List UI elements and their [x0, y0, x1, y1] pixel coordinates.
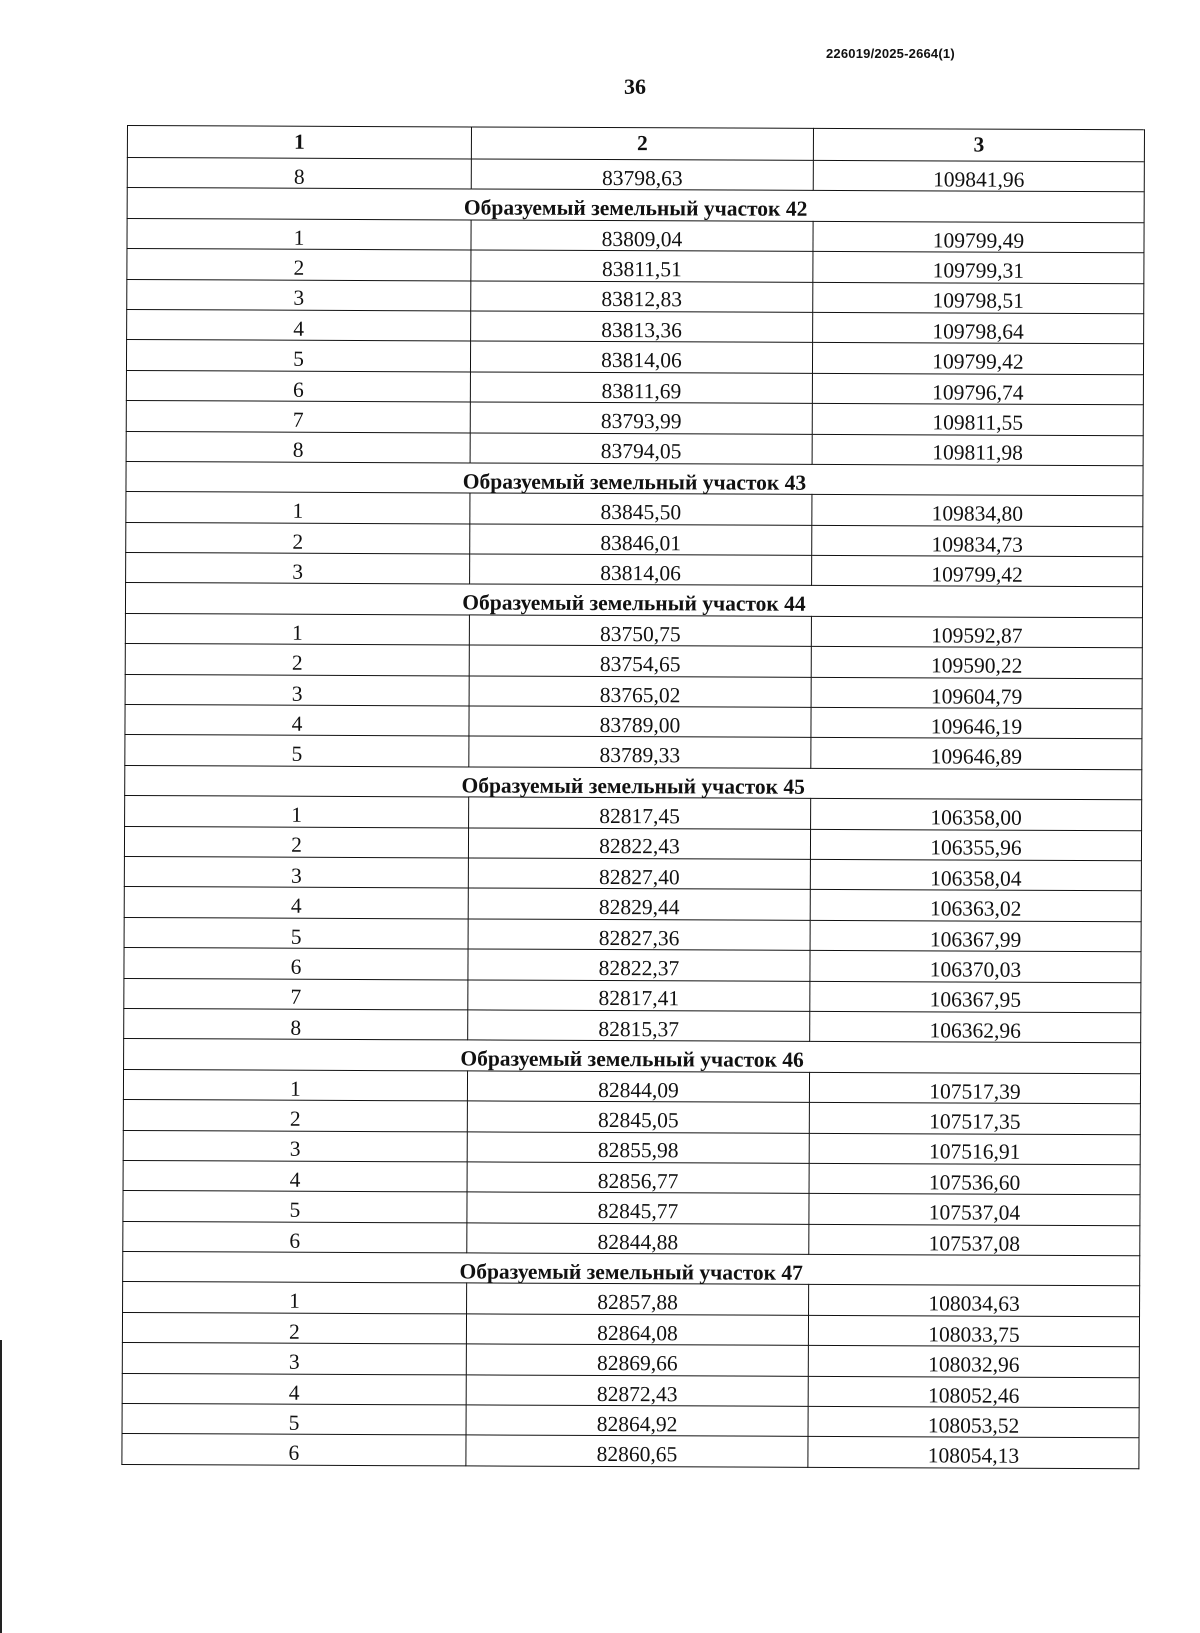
x-coordinate-cell: 82857,88 [467, 1283, 809, 1315]
point-number-cell: 2 [127, 249, 471, 281]
x-coordinate-cell: 83793,99 [470, 402, 812, 434]
table-row [126, 492, 1143, 527]
x-coordinate-cell: 82827,40 [468, 858, 810, 890]
x-coordinate-cell: 82844,88 [467, 1223, 809, 1255]
table-row [126, 553, 1143, 588]
x-coordinate-cell: 82817,45 [469, 797, 811, 829]
section-title: Образуемый земельный участок 42 [127, 188, 1144, 223]
table-row [123, 1100, 1140, 1135]
point-number-cell: 2 [126, 522, 470, 554]
column-header: 2 [471, 127, 813, 160]
point-number-cell: 6 [123, 1221, 467, 1253]
x-coordinate-cell: 83812,83 [471, 281, 813, 313]
y-coordinate-cell: 109799,49 [813, 221, 1144, 253]
x-coordinate-cell: 83809,04 [471, 220, 813, 252]
y-coordinate-cell: 109811,55 [812, 403, 1143, 435]
y-coordinate-cell: 109799,42 [812, 555, 1143, 587]
x-coordinate-cell: 82829,44 [468, 888, 810, 920]
point-number-cell: 1 [123, 1282, 467, 1314]
y-coordinate-cell: 108053,52 [808, 1406, 1139, 1438]
y-coordinate-cell: 107536,60 [809, 1163, 1140, 1195]
x-coordinate-cell: 82817,41 [468, 979, 810, 1011]
x-coordinate-cell: 83794,05 [470, 432, 812, 464]
table-row [127, 309, 1144, 344]
table-row [122, 1312, 1139, 1347]
table-row [127, 279, 1144, 314]
x-coordinate-cell: 82872,43 [466, 1375, 808, 1407]
section-header-row [123, 1252, 1140, 1287]
y-coordinate-cell: 109841,96 [813, 160, 1144, 192]
point-number-cell: 2 [125, 644, 469, 676]
table-row [122, 1373, 1139, 1408]
point-number-cell: 2 [122, 1312, 466, 1344]
y-coordinate-cell: 106370,03 [810, 951, 1141, 983]
x-coordinate-cell: 83750,75 [469, 615, 811, 647]
y-coordinate-cell: 107537,04 [809, 1194, 1140, 1226]
y-coordinate-cell: 107517,39 [809, 1072, 1140, 1104]
table-row [126, 340, 1143, 375]
x-coordinate-cell: 83798,63 [471, 159, 813, 191]
table-row [126, 401, 1143, 436]
y-coordinate-cell: 109646,89 [811, 738, 1142, 770]
point-number-cell: 8 [124, 1008, 468, 1040]
point-number-cell: 8 [126, 431, 470, 463]
table-row [127, 158, 1144, 193]
point-number-cell: 1 [127, 218, 471, 250]
point-number-cell: 1 [125, 796, 469, 828]
y-coordinate-cell: 108054,13 [808, 1437, 1139, 1469]
section-title: Образуемый земельный участок 47 [123, 1252, 1140, 1287]
point-number-cell: 3 [122, 1343, 466, 1375]
y-coordinate-cell: 106367,99 [810, 920, 1141, 952]
y-coordinate-cell: 108033,75 [808, 1315, 1139, 1347]
y-coordinate-cell: 108032,96 [808, 1346, 1139, 1378]
y-coordinate-cell: 109592,87 [811, 616, 1142, 648]
point-number-cell: 4 [123, 1160, 467, 1192]
table-row [124, 917, 1141, 952]
x-coordinate-cell: 83789,33 [469, 736, 811, 768]
table-row [125, 644, 1142, 679]
x-coordinate-cell: 83814,06 [470, 341, 812, 373]
table-row [127, 249, 1144, 284]
section-header-row [125, 583, 1142, 618]
table-row [126, 522, 1143, 557]
x-coordinate-cell: 82844,09 [467, 1071, 809, 1103]
table-row [124, 1008, 1141, 1043]
point-number-cell: 1 [123, 1069, 467, 1101]
x-coordinate-cell: 83789,00 [469, 706, 811, 738]
table-row [124, 826, 1141, 861]
section-header-row [124, 1039, 1141, 1074]
y-coordinate-cell: 109799,31 [813, 252, 1144, 284]
table-row [123, 1160, 1140, 1195]
table-row [123, 1130, 1140, 1165]
table-row [122, 1404, 1139, 1439]
point-number-cell: 5 [123, 1191, 467, 1223]
point-number-cell: 3 [124, 856, 468, 888]
x-coordinate-cell: 83811,69 [470, 372, 812, 404]
table-row [125, 796, 1142, 831]
y-coordinate-cell: 109798,51 [813, 282, 1144, 314]
x-coordinate-cell: 83813,36 [471, 311, 813, 343]
section-header-row [127, 188, 1144, 223]
x-coordinate-cell: 83845,50 [470, 493, 812, 525]
y-coordinate-cell: 106358,00 [811, 799, 1142, 831]
column-header: 3 [813, 128, 1144, 161]
section-title: Образуемый земельный участок 43 [126, 461, 1143, 496]
y-coordinate-cell: 109604,79 [811, 677, 1142, 709]
x-coordinate-cell: 82822,37 [468, 949, 810, 981]
section-header-row [126, 461, 1143, 496]
y-coordinate-cell: 109799,42 [812, 343, 1143, 375]
y-coordinate-cell: 106362,96 [810, 1011, 1141, 1043]
y-coordinate-cell: 109646,19 [811, 707, 1142, 739]
point-number-cell: 6 [122, 1434, 466, 1466]
point-number-cell: 4 [122, 1373, 466, 1405]
x-coordinate-cell: 82856,77 [467, 1162, 809, 1194]
table-row [125, 705, 1142, 740]
point-number-cell: 6 [126, 370, 470, 402]
point-number-cell: 5 [122, 1404, 466, 1436]
table-row [125, 735, 1142, 770]
y-coordinate-cell: 108052,46 [808, 1376, 1139, 1408]
y-coordinate-cell: 107516,91 [809, 1133, 1140, 1165]
coordinates-table [121, 125, 1145, 1469]
table-row [123, 1282, 1140, 1317]
table-row [125, 613, 1142, 648]
point-number-cell: 3 [127, 279, 471, 311]
point-number-cell: 3 [126, 553, 470, 585]
section-title: Образуемый земельный участок 46 [124, 1039, 1141, 1074]
point-number-cell: 6 [124, 948, 468, 980]
y-coordinate-cell: 107537,08 [809, 1224, 1140, 1256]
y-coordinate-cell: 108034,63 [809, 1285, 1140, 1317]
x-coordinate-cell: 82855,98 [467, 1131, 809, 1163]
table-row [125, 674, 1142, 709]
section-header-row [125, 765, 1142, 800]
point-number-cell: 4 [125, 705, 469, 737]
point-number-cell: 7 [126, 401, 470, 433]
table-row [122, 1434, 1139, 1469]
document-id: 226019/2025-2664(1) [826, 46, 955, 61]
y-coordinate-cell: 106363,02 [810, 890, 1141, 922]
point-number-cell: 7 [124, 978, 468, 1010]
table-row [123, 1221, 1140, 1256]
scan-edge-line [0, 1340, 2, 1633]
x-coordinate-cell: 82845,05 [467, 1101, 809, 1133]
table-row [127, 218, 1144, 253]
table-row [126, 370, 1143, 405]
point-number-cell: 2 [123, 1100, 467, 1132]
y-coordinate-cell: 106355,96 [810, 829, 1141, 861]
x-coordinate-cell: 82864,92 [466, 1405, 808, 1437]
point-number-cell: 5 [124, 917, 468, 949]
coordinates-table-body [122, 126, 1145, 1469]
table-row [122, 1343, 1139, 1378]
x-coordinate-cell: 82860,65 [466, 1435, 808, 1467]
point-number-cell: 8 [127, 158, 471, 190]
x-coordinate-cell: 83765,02 [469, 676, 811, 708]
y-coordinate-cell: 106367,95 [810, 981, 1141, 1013]
point-number-cell: 5 [126, 340, 470, 372]
x-coordinate-cell: 83814,06 [470, 554, 812, 586]
x-coordinate-cell: 82822,43 [468, 828, 810, 860]
table-row [124, 948, 1141, 983]
table-header-row [127, 126, 1144, 162]
x-coordinate-cell: 82845,77 [467, 1192, 809, 1224]
y-coordinate-cell: 109798,64 [813, 312, 1144, 344]
point-number-cell: 1 [125, 613, 469, 645]
y-coordinate-cell: 106358,04 [810, 859, 1141, 891]
point-number-cell: 3 [125, 674, 469, 706]
y-coordinate-cell: 107517,35 [809, 1102, 1140, 1134]
y-coordinate-cell: 109796,74 [812, 373, 1143, 405]
y-coordinate-cell: 109811,98 [812, 434, 1143, 466]
section-title: Образуемый земельный участок 45 [125, 765, 1142, 800]
page-number: 36 [624, 74, 646, 99]
point-number-cell: 4 [124, 887, 468, 919]
y-coordinate-cell: 109834,73 [812, 525, 1143, 557]
x-coordinate-cell: 82827,36 [468, 919, 810, 951]
y-coordinate-cell: 109590,22 [811, 647, 1142, 679]
column-header: 1 [127, 126, 471, 159]
table-row [124, 887, 1141, 922]
point-number-cell: 2 [124, 826, 468, 858]
y-coordinate-cell: 109834,80 [812, 495, 1143, 527]
table-row [123, 1191, 1140, 1226]
table-row [126, 431, 1143, 466]
table-row [123, 1069, 1140, 1104]
point-number-cell: 3 [123, 1130, 467, 1162]
x-coordinate-cell: 82869,66 [466, 1344, 808, 1376]
x-coordinate-cell: 83811,51 [471, 250, 813, 282]
x-coordinate-cell: 83754,65 [469, 645, 811, 677]
table-row [124, 856, 1141, 891]
point-number-cell: 5 [125, 735, 469, 767]
table-row [124, 978, 1141, 1013]
x-coordinate-cell: 82864,08 [466, 1314, 808, 1346]
point-number-cell: 4 [127, 309, 471, 341]
x-coordinate-cell: 83846,01 [470, 524, 812, 556]
point-number-cell: 1 [126, 492, 470, 524]
section-title: Образуемый земельный участок 44 [125, 583, 1142, 618]
x-coordinate-cell: 82815,37 [468, 1010, 810, 1042]
